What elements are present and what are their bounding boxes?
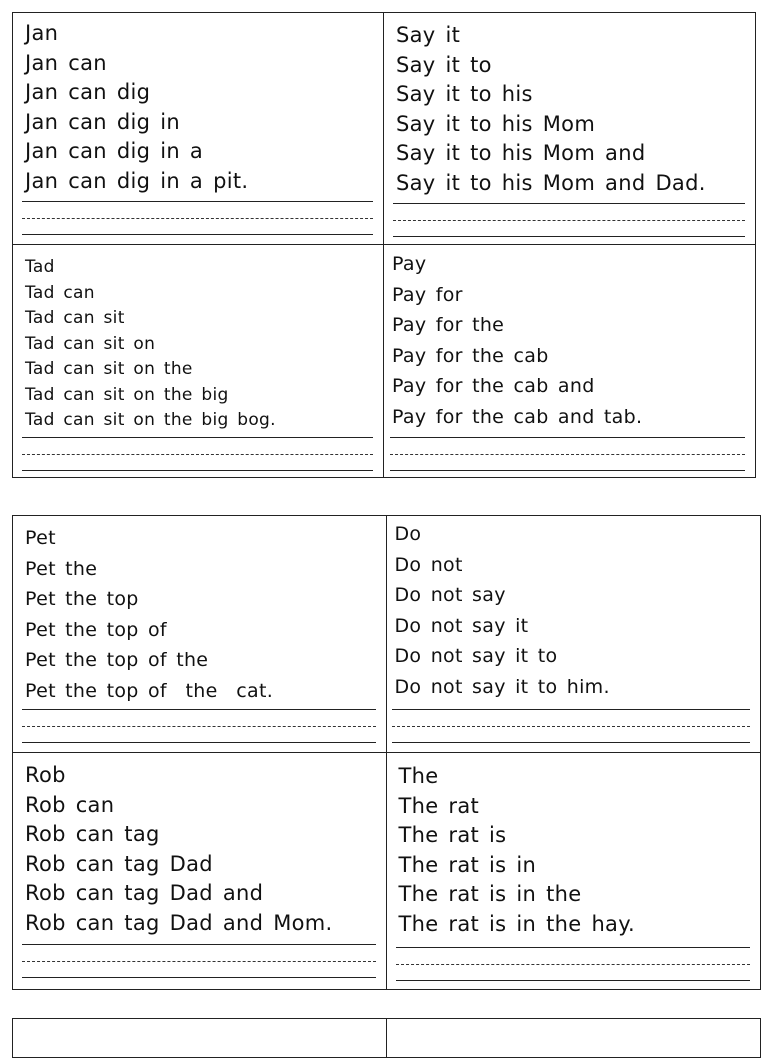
- sentence-line: Do not say it to him.: [394, 675, 610, 698]
- sentence-line: Say it to his Mom and: [396, 141, 646, 165]
- handwriting-lines: [390, 437, 745, 471]
- handwriting-lines: [22, 437, 373, 471]
- sentence-line: Rob can tag Dad and Mom.: [25, 910, 333, 935]
- dashed-guide-line: [393, 220, 745, 221]
- dashed-guide-line: [22, 454, 373, 455]
- sentence-line: Pay for the cab: [392, 344, 549, 367]
- sentence-line: Jan can dig: [25, 80, 151, 104]
- sentence-lines: [392, 249, 745, 432]
- sentence-lines: [25, 761, 376, 938]
- sentence-card-tad: [13, 245, 384, 477]
- sentence-card-empty: [13, 1019, 387, 1057]
- sentence-lines: [25, 19, 373, 196]
- sentence-line: Do: [394, 523, 422, 545]
- sentence-line: The: [398, 764, 439, 788]
- sentence-card-say: [384, 13, 755, 245]
- sentence-card-pay: [384, 245, 755, 477]
- sentence-line: Jan can dig in a pit.: [25, 168, 249, 193]
- handwriting-lines: [22, 201, 373, 235]
- sentence-line: Pay: [392, 253, 427, 275]
- sentence-line: The rat is: [398, 823, 507, 847]
- sentence-line: Do not: [394, 553, 463, 576]
- sentence-card-pet: [13, 516, 387, 753]
- sentence-line: Jan can dig in: [25, 109, 180, 134]
- sentence-line: Pet the top of the cat.: [25, 679, 274, 702]
- sentence-card-the-rat: [387, 753, 761, 989]
- sentence-line: Pet the top of the: [25, 649, 209, 671]
- sentence-line: The rat is in the: [398, 882, 582, 906]
- sentence-line: Tad can sit on: [25, 333, 156, 354]
- sentence-line: Say it to: [396, 52, 492, 77]
- story-card-sheet: [12, 515, 761, 990]
- sentence-line: Jan can dig in a: [25, 139, 204, 163]
- sentence-line: Pay for the cab and tab.: [392, 405, 643, 428]
- sentence-line: Tad can sit: [25, 308, 125, 328]
- dashed-guide-line: [396, 964, 751, 965]
- story-card-sheet-partial: [12, 1018, 761, 1058]
- sentence-line: Pay for the cab and: [392, 375, 595, 397]
- handwriting-lines: [393, 203, 745, 237]
- sentence-line: Rob can: [25, 792, 115, 817]
- sentence-line: Rob can tag Dad: [25, 851, 213, 876]
- sentence-line: Say it to his: [396, 82, 533, 106]
- dashed-guide-line: [392, 726, 751, 727]
- sentence-line: Do not say it to: [394, 645, 558, 667]
- handwriting-lines: [396, 947, 751, 981]
- dashed-guide-line: [390, 454, 745, 455]
- sentence-card-empty: [387, 1019, 761, 1057]
- handwriting-lines: [392, 709, 751, 743]
- story-card-sheet: [12, 12, 756, 478]
- sentence-line: Tad can sit on the big: [25, 384, 229, 405]
- dashed-guide-line: [22, 218, 373, 219]
- sentence-line: The rat is in the hay.: [398, 911, 635, 936]
- sentence-line: Say it to his Mom: [396, 111, 596, 136]
- sentence-card-jan: [13, 13, 384, 245]
- sentence-card-do: [387, 516, 761, 753]
- sentence-line: Tad can: [25, 282, 95, 303]
- sentence-line: Pet the: [25, 557, 98, 580]
- sentence-line: Rob can tag Dad and: [25, 881, 264, 905]
- sentence-line: Tad: [25, 257, 55, 277]
- sentence-line: Pay for: [392, 283, 463, 306]
- sentence-line: Pet: [25, 527, 56, 549]
- sentence-line: Tad can sit on the big bog.: [25, 410, 276, 430]
- sentence-line: Say it: [396, 23, 461, 47]
- sentence-line: The rat is in: [398, 852, 537, 877]
- sentence-line: Pet the top: [25, 588, 139, 610]
- sentence-line: Jan: [25, 21, 59, 45]
- dashed-guide-line: [22, 961, 376, 962]
- sentence-line: Pay for the: [392, 314, 505, 336]
- sentence-line: Jan can: [25, 50, 107, 75]
- sentence-line: Rob can tag: [25, 822, 160, 846]
- sentence-line: Do not say it: [394, 614, 529, 637]
- sentence-lines: [399, 762, 751, 939]
- sentence-line: Tad can sit on the: [25, 359, 193, 379]
- sentence-line: Say it to his Mom and Dad.: [396, 170, 706, 195]
- sentence-line: Pet the top of: [25, 618, 167, 641]
- sentence-line: Rob: [25, 763, 66, 787]
- sentence-line: The rat: [398, 793, 480, 818]
- sentence-line: Do not say: [394, 584, 506, 606]
- sentence-lines: [396, 21, 745, 198]
- sentence-lines: [25, 255, 373, 434]
- sentence-lines: [25, 523, 376, 706]
- sentence-lines: [395, 519, 751, 702]
- sentence-card-rob: [13, 753, 387, 989]
- handwriting-lines: [22, 944, 376, 978]
- handwriting-lines: [22, 709, 376, 743]
- dashed-guide-line: [22, 726, 376, 727]
